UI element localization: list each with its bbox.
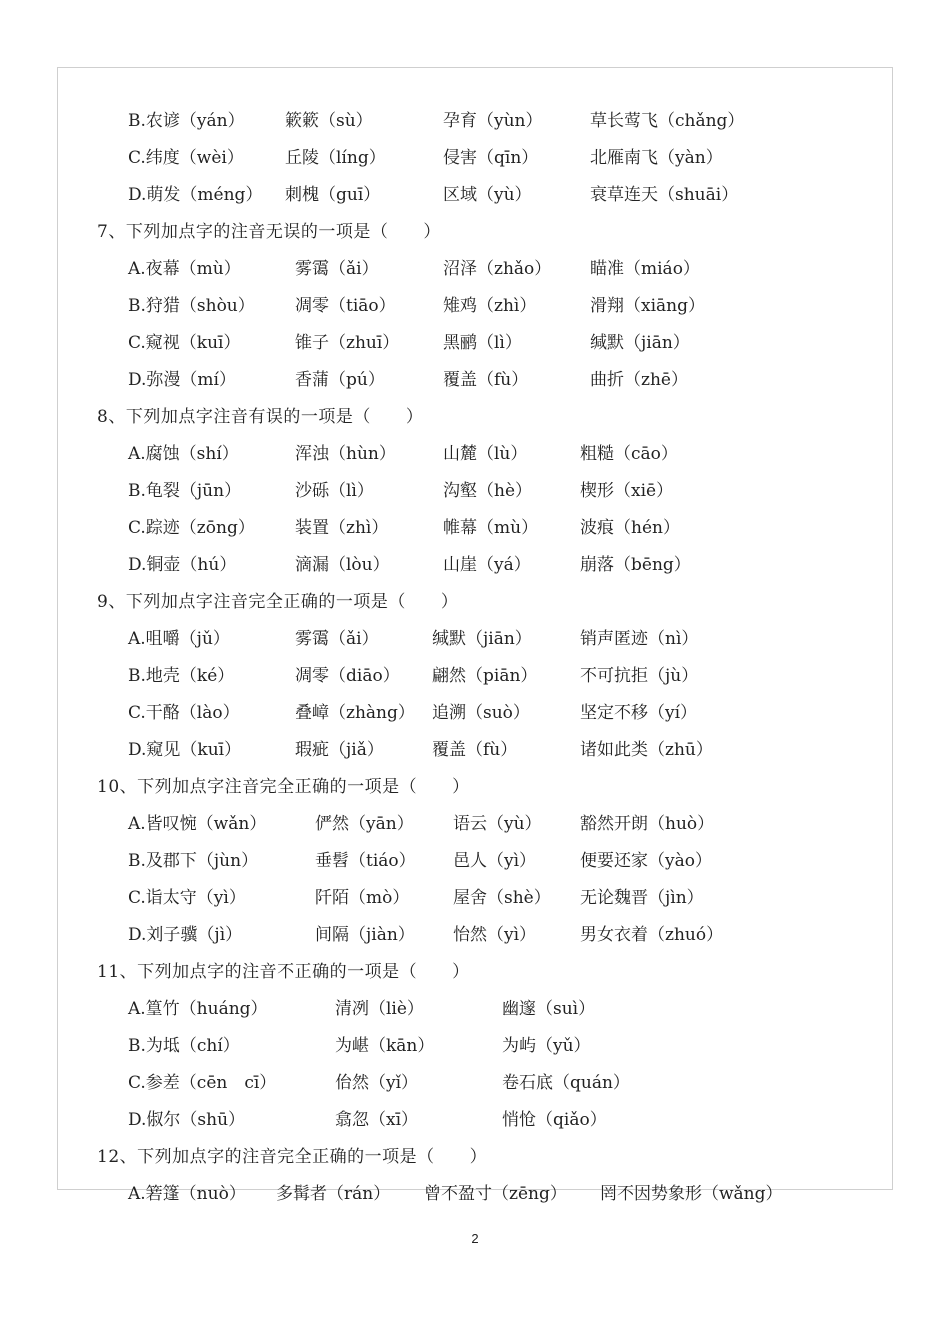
option-item: B.农谚（yán）	[128, 111, 245, 131]
option-item: 锥子（zhuī）	[295, 333, 400, 353]
option-item: D.萌发（méng）	[128, 185, 263, 205]
option-item: 香蒲（pú）	[295, 370, 385, 390]
option-item: 阡陌（mò）	[315, 888, 410, 908]
option-item: 粗糙（cāo）	[580, 444, 678, 464]
answer-option-row	[97, 140, 877, 177]
option-item: 崩落（bēng）	[580, 555, 691, 575]
option-item: D.窥见（kuī）	[128, 740, 242, 760]
option-item: 无论魏晋（jìn）	[580, 888, 704, 908]
option-item: B.地壳（ké）	[128, 666, 235, 686]
option-item: 翕忽（xī）	[335, 1110, 419, 1130]
option-item: 曾不盈寸（zēng）	[424, 1184, 567, 1204]
option-item: D.铜壶（hú）	[128, 555, 237, 575]
option-item: 语云（yù）	[453, 814, 542, 834]
answer-option-row	[97, 1102, 877, 1139]
option-item: 缄默（jiān）	[590, 333, 690, 353]
question-stem: 9、下列加点字注音完全正确的一项是（ ）	[97, 592, 459, 612]
option-item: C.干酪（lào）	[128, 703, 240, 723]
option-item: 瑕疵（jiǎ）	[295, 740, 384, 760]
option-item: A.篁竹（huáng）	[128, 999, 268, 1019]
option-item: 不可抗拒（jù）	[580, 666, 699, 686]
option-item: 北雁南飞（yàn）	[590, 148, 723, 168]
option-item: 邑人（yì）	[453, 851, 537, 871]
option-item: 装置（zhì）	[295, 518, 389, 538]
option-item: 追溯（suò）	[432, 703, 530, 723]
option-item: 为屿（yǔ）	[502, 1036, 591, 1056]
option-item: 缄默（jiān）	[432, 629, 532, 649]
option-item: 俨然（yān）	[315, 814, 414, 834]
option-item: 叠嶂（zhàng）	[295, 703, 415, 723]
option-item: 怡然（yì）	[453, 925, 537, 945]
option-item: 沙砾（lì）	[295, 481, 374, 501]
option-item: C.诣太守（yì）	[128, 888, 246, 908]
option-item: 为嵁（kān）	[335, 1036, 435, 1056]
answer-option-row	[97, 325, 877, 362]
answer-option-row	[97, 880, 877, 917]
answer-option-row	[97, 436, 877, 473]
option-item: 覆盖（fù）	[443, 370, 529, 390]
option-item: 间隔（jiàn）	[315, 925, 415, 945]
answer-option-row	[97, 806, 877, 843]
option-item: 山麓（lù）	[443, 444, 528, 464]
option-item: A.皆叹惋（wǎn）	[128, 814, 267, 834]
option-item: B.为坻（chí）	[128, 1036, 240, 1056]
option-item: A.夜幕（mù）	[128, 259, 241, 279]
option-item: 销声匿迹（nì）	[580, 629, 699, 649]
option-item: 佁然（yǐ）	[335, 1073, 419, 1093]
option-item: 悄怆（qiǎo）	[502, 1110, 607, 1130]
answer-option-row	[97, 658, 877, 695]
option-item: 孕育（yùn）	[443, 111, 543, 131]
option-item: 滴漏（lòu）	[295, 555, 390, 575]
answer-option-row	[97, 732, 877, 769]
option-item: 雾霭（ǎi）	[295, 629, 379, 649]
option-item: 诸如此类（zhū）	[580, 740, 713, 760]
question-stem: 11、下列加点字的注音不正确的一项是（ ）	[97, 962, 470, 982]
option-item: 瞄准（miáo）	[590, 259, 700, 279]
option-item: 黑鹂（lì）	[443, 333, 522, 353]
answer-option-row	[97, 843, 877, 880]
option-item: 侵害（qīn）	[443, 148, 539, 168]
option-item: B.及郡下（jùn）	[128, 851, 259, 871]
option-item: 罔不因势象形（wǎng）	[600, 1184, 783, 1204]
option-item: C.纬度（wèi）	[128, 148, 244, 168]
option-item: D.弥漫（mí）	[128, 370, 236, 390]
option-item: 山崖（yá）	[443, 555, 531, 575]
option-item: 雉鸡（zhì）	[443, 296, 537, 316]
answer-option-row	[97, 473, 877, 510]
option-item: 翩然（piān）	[432, 666, 538, 686]
answer-option-row	[97, 251, 877, 288]
answer-option-row	[97, 288, 877, 325]
option-item: 清冽（liè）	[335, 999, 424, 1019]
answer-option-row	[97, 917, 877, 954]
option-item: 衰草连天（shuāi）	[590, 185, 739, 205]
option-item: 沼泽（zhǎo）	[443, 259, 552, 279]
option-item: 凋零（diāo）	[295, 666, 400, 686]
option-item: A.腐蚀（shí）	[128, 444, 239, 464]
question-stem: 8、下列加点字注音有误的一项是（ ）	[97, 407, 424, 427]
question-list	[97, 103, 877, 1213]
option-item: 楔形（xiē）	[580, 481, 674, 501]
option-item: 刺槐（guī）	[285, 185, 381, 205]
answer-option-row	[97, 1028, 877, 1065]
option-item: 沟壑（hè）	[443, 481, 533, 501]
option-item: 凋零（tiāo）	[295, 296, 396, 316]
answer-option-row	[97, 1176, 877, 1213]
question-stem: 7、下列加点字的注音无误的一项是（ ）	[97, 222, 441, 242]
answer-option-row	[97, 103, 877, 140]
option-item: C.踪迹（zōng）	[128, 518, 255, 538]
option-item: 垂髫（tiáo）	[315, 851, 416, 871]
option-item: 卷石底（quán）	[502, 1073, 630, 1093]
option-item: 簌簌（sù）	[285, 111, 373, 131]
option-item: 覆盖（fù）	[432, 740, 518, 760]
option-item: D.刘子骥（jì）	[128, 925, 243, 945]
option-item: 男女衣着（zhuó）	[580, 925, 724, 945]
option-item: A.咀嚼（jǔ）	[128, 629, 230, 649]
option-item: B.狩猎（shòu）	[128, 296, 255, 316]
option-item: 波痕（hén）	[580, 518, 680, 538]
answer-option-row	[97, 695, 877, 732]
option-item: 便要还家（yào）	[580, 851, 712, 871]
option-item: 雾霭（ǎi）	[295, 259, 379, 279]
question-stem: 10、下列加点字注音完全正确的一项是（ ）	[97, 777, 470, 797]
question-stem: 12、下列加点字的注音完全正确的一项是（ ）	[97, 1147, 488, 1167]
option-item: D.俶尔（shū）	[128, 1110, 246, 1130]
option-item: 丘陵（líng）	[285, 148, 386, 168]
answer-option-row	[97, 547, 877, 584]
option-item: A.箬篷（nuò）	[128, 1184, 246, 1204]
page-number: 2	[471, 1231, 479, 1246]
answer-option-row	[97, 621, 877, 658]
option-item: B.龟裂（jūn）	[128, 481, 242, 501]
answer-option-row	[97, 1065, 877, 1102]
option-item: 帷幕（mù）	[443, 518, 539, 538]
answer-option-row	[97, 510, 877, 547]
option-item: 草长莺飞（chǎng）	[590, 111, 745, 131]
option-item: 坚定不移（yí）	[580, 703, 698, 723]
answer-option-row	[97, 991, 877, 1028]
option-item: 豁然开朗（huò）	[580, 814, 715, 834]
answer-option-row	[97, 362, 877, 399]
option-item: C.窥视（kuī）	[128, 333, 241, 353]
option-item: C.参差（cēn cī）	[128, 1073, 277, 1093]
option-item: 浑浊（hùn）	[295, 444, 396, 464]
option-item: 滑翔（xiāng）	[590, 296, 705, 316]
option-item: 屋舍（shè）	[453, 888, 551, 908]
answer-option-row	[97, 177, 877, 214]
option-item: 多髯者（rán）	[276, 1184, 391, 1204]
option-item: 区域（yù）	[443, 185, 532, 205]
option-item: 幽邃（suì）	[502, 999, 596, 1019]
option-item: 曲折（zhē）	[590, 370, 688, 390]
